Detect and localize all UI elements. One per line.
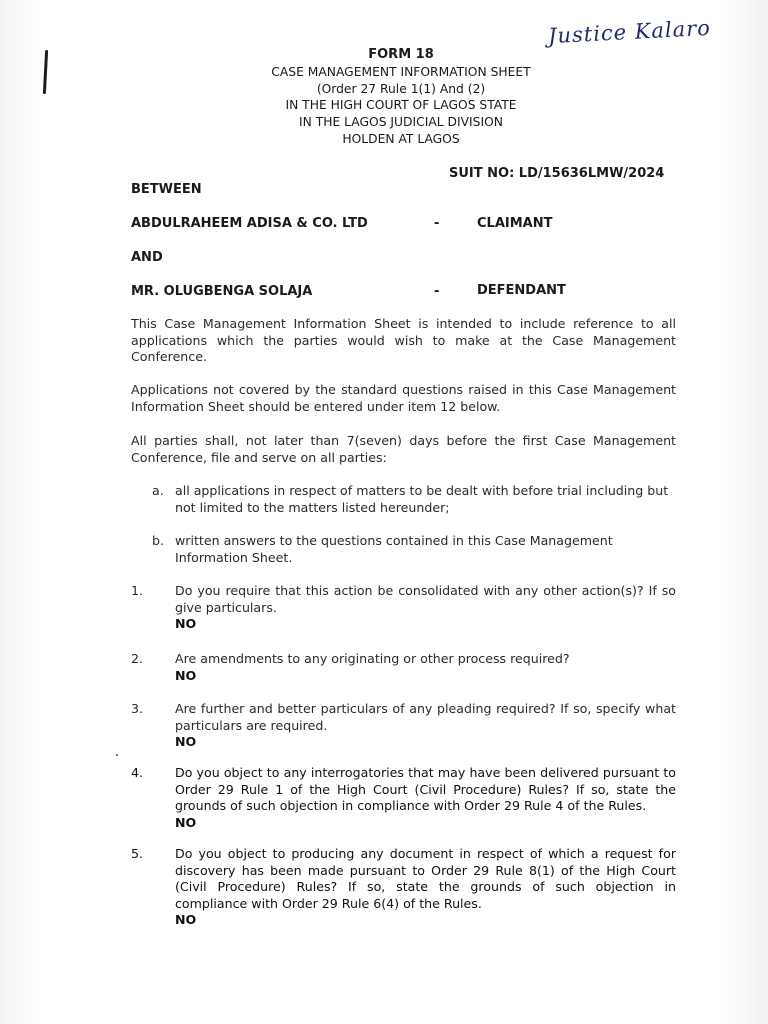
defendant-dash: - — [434, 284, 440, 299]
question-item — [131, 583, 676, 633]
form-header — [226, 47, 576, 148]
handwritten-note: Justice Kalaro — [547, 15, 712, 49]
and-label: AND — [131, 250, 163, 265]
question-text: Are further and better particulars of any pleading required? If so, specify what particulars are required. — [175, 701, 676, 733]
sub-item-text: all applications in respect of matters to be dealt with before trial including but not limited to the matters listed hereunder; — [175, 483, 669, 515]
sub-item — [152, 483, 672, 516]
holden-at: HOLDEN AT LAGOS — [342, 131, 460, 146]
question-number: 1. — [131, 583, 144, 598]
question-number: 3. — [131, 701, 144, 716]
defendant-name: MR. OLUGBENGA SOLAJA — [131, 284, 313, 299]
question-answer: NO — [175, 814, 197, 830]
question-text: Do you object to any interrogatories that may have been delivered pursuant to Order 29 Rule 1 of the High Court (Civil Procedure) Rules? If so, state the grounds of such objection in compliance with Order 29 Rule 4 of the Rules. — [175, 765, 676, 813]
question-item — [131, 846, 676, 929]
intro-paragraph: This Case Management Information Sheet is intended to include reference to all applications which the parties would wish to make at the Case Management Conference. — [131, 316, 676, 364]
applications-paragraph: Applications not covered by the standard questions raised in this Case Management Information Sheet should be entered under item 12 below. — [131, 382, 676, 414]
margin-pen-mark — [43, 50, 48, 94]
question-answer: NO — [175, 616, 197, 631]
order-reference: (Order 27 Rule 1(1) And (2) — [316, 81, 486, 96]
filing-paragraph: All parties shall, not later than 7(seven) days before the first Case Management Conference, file and serve on all parties: — [131, 433, 676, 465]
question-answer: NO — [175, 667, 197, 683]
sub-item-letter: b. — [152, 533, 164, 548]
claimant-dash: - — [434, 216, 440, 231]
defendant-role: DEFENDANT — [477, 283, 566, 298]
between-label: BETWEEN — [131, 182, 202, 197]
question-number: 2. — [131, 651, 144, 666]
claimant-role: CLAIMANT — [477, 216, 553, 231]
form-number: FORM 18 — [368, 47, 434, 62]
question-text: Do you require that this action be consolidated with any other action(s)? If so give particulars. — [175, 583, 676, 615]
sub-item — [152, 533, 672, 566]
question-item — [131, 651, 676, 684]
sub-item-letter: a. — [152, 483, 164, 498]
question-number: 4. — [131, 765, 144, 780]
question-item — [131, 701, 676, 751]
question-number: 5. — [131, 846, 144, 861]
court-name: IN THE HIGH COURT OF LAGOS STATE — [285, 98, 517, 113]
suit-number: SUIT NO: LD/15636LMW/2024 — [449, 166, 665, 181]
scan-speck — [116, 754, 118, 756]
judicial-division: IN THE LAGOS JUDICIAL DIVISION — [299, 115, 503, 130]
question-text: Do you object to producing any document in respect of which a request for discovery has been made pursuant to Order 29 Rule 8(1) of the High Court (Civil Procedure) Rules? If so, state the grounds of such objection in compliance with Order 29 Rule 6(4) of the Rules. — [175, 846, 676, 911]
question-text: Are amendments to any originating or other process required? — [175, 651, 570, 666]
form-title: CASE MANAGEMENT INFORMATION SHEET — [271, 64, 531, 79]
question-answer: NO — [175, 734, 197, 749]
claimant-name: ABDULRAHEEM ADISA & CO. LTD — [131, 216, 368, 231]
question-answer: NO — [175, 912, 197, 927]
question-item — [131, 765, 676, 831]
sub-item-text: written answers to the questions contained in this Case Management Information Sheet. — [175, 533, 613, 565]
